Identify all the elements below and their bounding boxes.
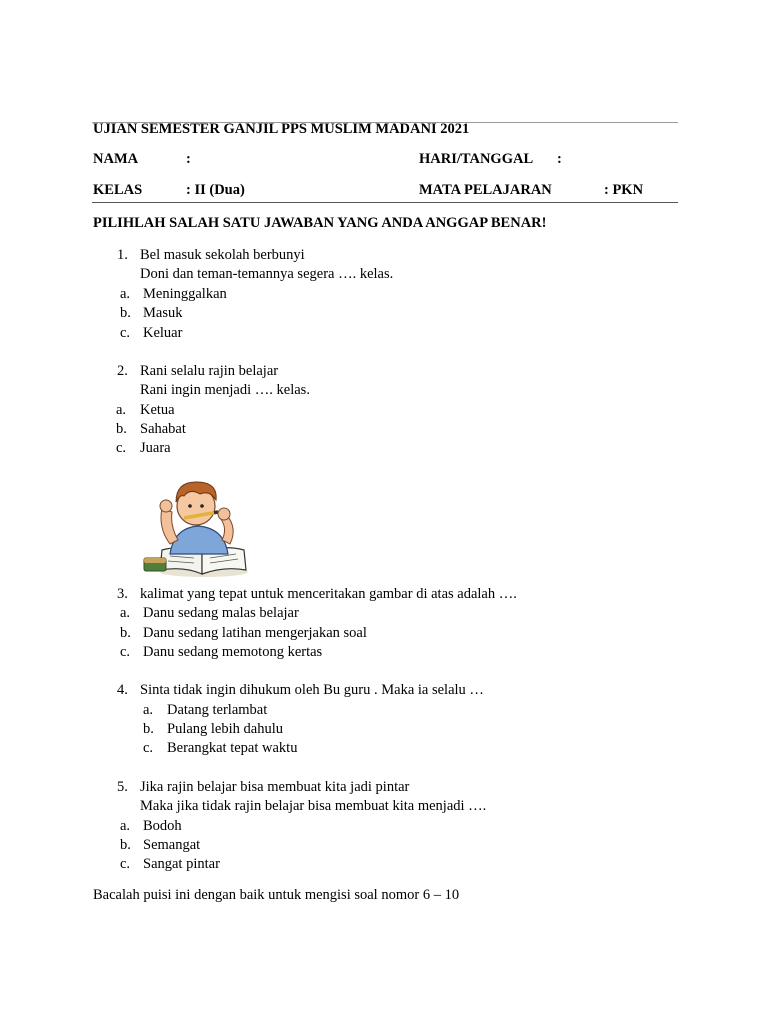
q1-line-2: Doni dan teman-temannya segera …. kelas. (140, 266, 394, 282)
q5-line-2: Maka jika tidak rajin belajar bisa membuat kita menjadi …. (140, 798, 487, 814)
q1-option-a-letter: a. (120, 286, 131, 302)
q4-option-c-text: Berangkat tepat waktu (167, 740, 298, 756)
q1-option-b-text: Masuk (143, 305, 183, 321)
q3-option-c-letter: c. (120, 644, 131, 660)
poem-instruction: Bacalah puisi ini dengan baik untuk mengisi soal nomor 6 – 10 (93, 887, 460, 903)
q4-option-b-text: Pulang lebih dahulu (167, 721, 283, 737)
q1-option-c-text: Keluar (143, 325, 183, 341)
q2-number: 2. (117, 363, 128, 379)
q4-option-b-letter: b. (143, 721, 154, 737)
q4-line-1: Sinta tidak ingin dihukum oleh Bu guru . Maka ia selalu … (140, 682, 484, 698)
q4-option-a-text: Datang terlambat (167, 702, 268, 718)
q3-option-a-letter: a. (120, 605, 131, 621)
q1-option-b-letter: b. (120, 305, 131, 321)
q4-option-a-letter: a. (143, 702, 154, 718)
q5-option-a-text: Bodoh (143, 818, 182, 834)
mata-pelajaran-value: : PKN (604, 182, 644, 198)
nama-label: NAMA (93, 151, 139, 167)
q5-number: 5. (117, 779, 128, 795)
instruction-heading: PILIHLAH SALAH SATU JAWABAN YANG ANDA ANGGAP BENAR! (93, 215, 547, 231)
q5-line-1: Jika rajin belajar bisa membuat kita jadi pintar (140, 779, 410, 795)
q5-option-c-text: Sangat pintar (143, 856, 220, 872)
q3-option-b-letter: b. (120, 625, 131, 641)
q1-option-a-text: Meninggalkan (143, 286, 227, 302)
kelas-label: KELAS (93, 182, 143, 198)
q5-option-b-letter: b. (120, 837, 131, 853)
q4-option-c-letter: c. (143, 740, 154, 756)
q2-line-1: Rani selalu rajin belajar (140, 363, 279, 379)
boy-studying-illustration (140, 474, 252, 580)
q2-option-b-text: Sahabat (140, 421, 186, 437)
q3-option-b-text: Danu sedang latihan mengerjakan soal (143, 625, 367, 641)
exam-title: UJIAN SEMESTER GANJIL PPS MUSLIM MADANI 2021 (93, 121, 470, 137)
q2-option-b-letter: b. (116, 421, 127, 437)
hari-tanggal-label: HARI/TANGGAL (419, 151, 534, 167)
q1-line-1: Bel masuk sekolah berbunyi (140, 247, 305, 263)
q3-number: 3. (117, 586, 128, 602)
q2-option-a-letter: a. (116, 402, 127, 418)
header-bottom-rule (92, 202, 678, 203)
nama-colon: : (186, 151, 191, 167)
q2-option-a-text: Ketua (140, 402, 175, 418)
q5-option-b-text: Semangat (143, 837, 201, 853)
q1-number: 1. (117, 247, 128, 263)
q5-option-a-letter: a. (120, 818, 131, 834)
mata-pelajaran-label: MATA PELAJARAN (419, 182, 552, 198)
q5-option-c-letter: c. (120, 856, 131, 872)
q4-number: 4. (117, 682, 128, 698)
q2-option-c-letter: c. (116, 440, 127, 456)
q1-option-c-letter: c. (120, 325, 131, 341)
q3-option-c-text: Danu sedang memotong kertas (143, 644, 323, 660)
q2-option-c-text: Juara (140, 440, 171, 456)
q3-line-1: kalimat yang tepat untuk menceritakan gambar di atas adalah …. (140, 586, 517, 602)
kelas-value: : II (Dua) (186, 182, 245, 198)
q2-line-2: Rani ingin menjadi …. kelas. (140, 382, 310, 398)
hari-tanggal-colon: : (557, 151, 562, 167)
q3-option-a-text: Danu sedang malas belajar (143, 605, 299, 621)
